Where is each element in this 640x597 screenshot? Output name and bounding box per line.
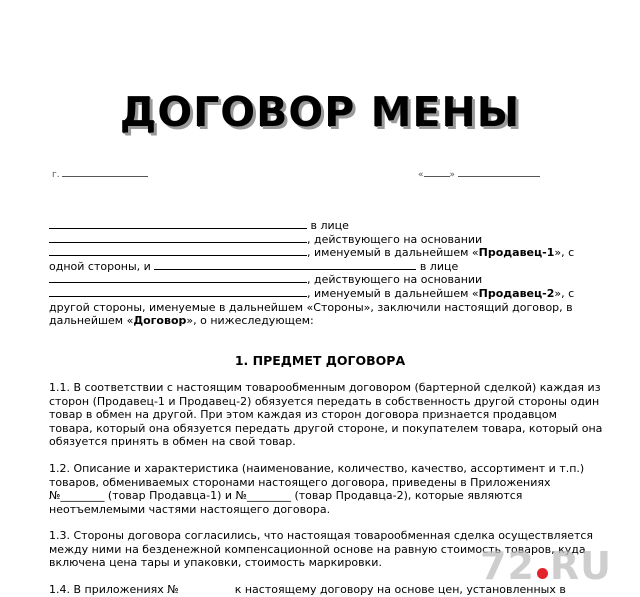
preamble-text: , действующего на основании — [307, 232, 483, 246]
date-quote-close: » — [449, 170, 456, 180]
clause-line: товара, который она обязуется передать другой стороне, и покупателем товара, который она — [49, 421, 603, 435]
contract-label: Договор — [133, 314, 187, 328]
preamble — [49, 219, 589, 328]
preamble-text: в лице — [310, 219, 349, 232]
site-watermark — [480, 544, 612, 588]
clause-1-2 — [49, 462, 589, 516]
clause-line: №________ (товар Продавца-1) и №________ (товар Продавца-2), которые являются — [49, 489, 523, 503]
clause-line: 1.3. Стороны договора согласились, что настоящая товарообменная сделка осуществляется — [49, 529, 594, 542]
preamble-text: , действующего на основании — [307, 273, 483, 287]
clause-line: сторон (Продавец-1 и Продавец-2) обязуется передать в собственность другой стороны один — [49, 394, 600, 408]
day-blank — [424, 168, 450, 177]
date-quote-open: « — [418, 170, 424, 180]
clause-line: включена цена тары и упаковки, стоимость маркировки. — [49, 556, 382, 570]
party1-name-blank — [49, 219, 307, 229]
seller1-label: Продавец-1 — [478, 246, 555, 260]
preamble-text: в лице — [419, 259, 459, 273]
preamble-text: , именуемый в дальнейшем « — [307, 286, 479, 300]
clause-line: товаров, обмениваемых сторонами настоящего договора, приведены в Приложениях — [49, 475, 551, 489]
preamble-text: », с — [554, 246, 575, 260]
preamble-text: дальнейшем « — [49, 314, 134, 328]
document-title: ДОГОВОР МЕНЫ — [119, 88, 521, 136]
clause-line: обязуется принять в обмен на свой товар. — [49, 435, 296, 449]
clause-line: товар в обмен на другой. При этом каждая из сторон договора признается продавцом — [49, 408, 557, 422]
preamble-text: другой стороны, именуемые в дальнейшем «Стороны», заключили настоящий договор, в — [49, 300, 573, 314]
clause-line: 1.1. В соответствии с настоящим товарообменным договором (бартерной сделкой) каждая из — [49, 381, 601, 394]
clause-line: к настоящему договору на основе цен, установленных в — [234, 583, 566, 596]
watermark-number: 72 — [480, 544, 535, 588]
preamble-text: », с — [554, 286, 575, 300]
preamble-text: , именуемый в дальнейшем « — [307, 246, 479, 260]
city-prefix: г. — [52, 170, 60, 180]
watermark-domain: RU — [549, 544, 613, 588]
party2-name-blank — [154, 260, 416, 270]
month-year-blank — [458, 168, 540, 177]
clause-line: неотъемлемыми частями настоящего договора. — [49, 502, 331, 516]
city-blank — [62, 168, 148, 177]
party2-representative-blank — [49, 273, 307, 283]
watermark-dot-icon — [537, 568, 548, 579]
clause-line: между ними на безденежной компенсационной основе на равную стоимость товаров, куда — [49, 542, 586, 556]
party1-basis-blank — [49, 246, 307, 256]
clause-line: 1.2. Описание и характеристика (наименование, количество, качество, ассортимент и т.п.) — [49, 462, 585, 475]
party2-basis-blank — [49, 287, 307, 297]
city-line — [52, 168, 148, 180]
section-1-title: 1. ПРЕДМЕТ ДОГОВОРА — [234, 353, 406, 368]
seller2-label: Продавец-2 — [478, 286, 555, 300]
clause-line: 1.4. В приложениях № — [49, 583, 179, 596]
preamble-text: », о нижеследующем: — [186, 314, 314, 328]
clause-1-1 — [49, 381, 603, 449]
date-line — [418, 168, 540, 180]
party1-representative-blank — [49, 233, 307, 243]
preamble-text: одной стороны, и — [49, 259, 151, 273]
